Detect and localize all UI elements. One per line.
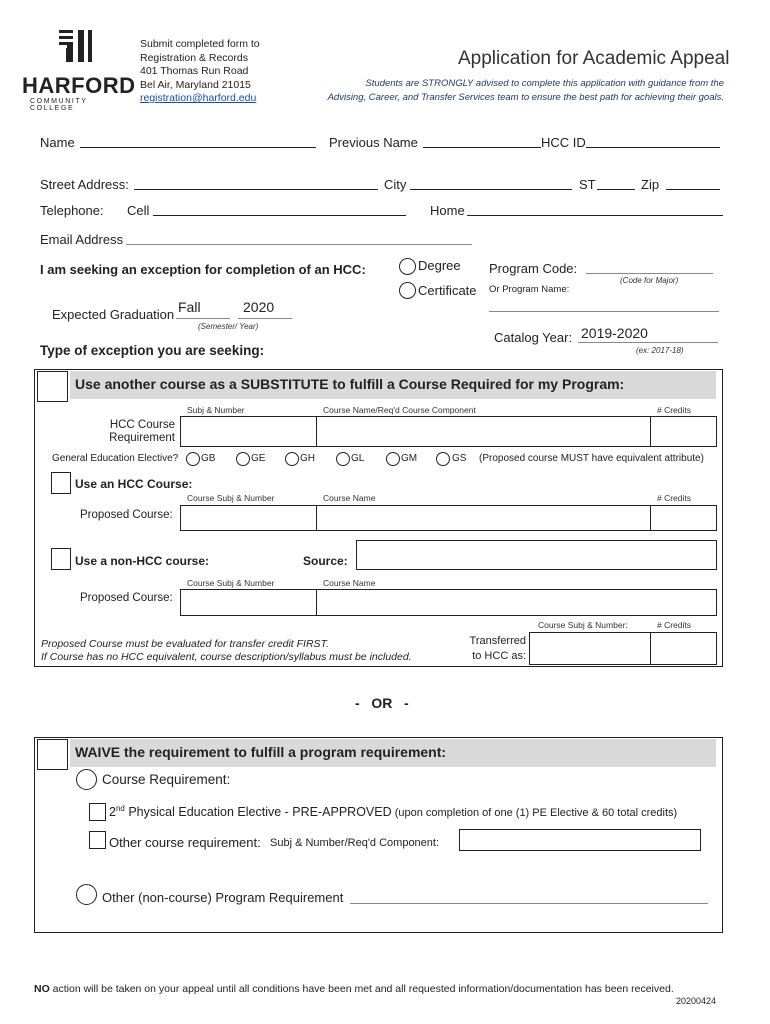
course-requirement-radio[interactable] (76, 769, 97, 790)
pe-elective-note: (upon completion of one (1) PE Elective & 60 total credits) (391, 807, 678, 820)
previous-name-field[interactable] (423, 147, 541, 148)
use-hcc-checkbox[interactable] (51, 472, 71, 494)
transferred-subj-input[interactable] (529, 632, 652, 665)
non-hcc-proposed-name-input[interactable] (316, 589, 717, 616)
hcc-id-field[interactable] (586, 147, 720, 148)
home-label: Home (430, 203, 465, 218)
zip-label: Zip (641, 177, 660, 192)
gen-ed-gb-label: GB (201, 453, 216, 464)
col-subj-header: Subj & Number (187, 405, 245, 415)
logo-text: HARFORD (22, 73, 136, 98)
advice-line-2: Advising, Career, and Transfer Services team to ensure the best path for achieving their goals. (327, 92, 724, 103)
col-credits-header: # Credits (657, 405, 692, 415)
gen-ed-gm-label: GM (401, 453, 418, 464)
grad-semester-value[interactable]: Fall (178, 299, 201, 315)
waive-heading: WAIVE the requirement to fulfill a program requirement: (75, 744, 447, 760)
other-program-label: Other (non-course) Program Requirement (102, 890, 344, 905)
gen-ed-gh-label: GH (300, 453, 315, 464)
college-logo (22, 28, 136, 112)
email-label: Email Address (40, 232, 124, 247)
hcc-course-subj-input[interactable] (180, 416, 318, 447)
hcc-course-name-input[interactable] (316, 416, 652, 447)
pe-elective-suffix: nd (115, 804, 125, 813)
source-input[interactable] (356, 540, 717, 570)
submit-address (140, 38, 260, 106)
hcc-proposed-credits-input[interactable] (650, 505, 717, 531)
hcc-col-name-header: Course Name (323, 493, 376, 503)
other-component-label: Subj & Number/Req'd Component: (270, 837, 440, 849)
state-label: ST (579, 177, 596, 192)
code-for-major-hint: (Code for Major) (620, 276, 679, 285)
non-hcc-col-subj-header: Course Subj & Number (187, 578, 275, 588)
transferred-label (460, 634, 526, 664)
substitute-heading: Use another course as a SUBSTITUTE to fulfill a Course Required for my Program: (75, 376, 625, 392)
course-requirement-label: Course Requirement: (102, 772, 231, 787)
hcc-proposed-name-input[interactable] (316, 505, 652, 531)
gen-ed-gh-radio[interactable] (285, 452, 299, 466)
gen-ed-gl-label: GL (351, 453, 365, 464)
name-field[interactable] (80, 147, 316, 148)
street-field[interactable] (134, 189, 378, 190)
transferred-label-line: to HCC as: (472, 650, 526, 662)
substitute-checkbox[interactable] (37, 371, 68, 402)
program-code-field[interactable] (586, 273, 713, 274)
hcc-course-label (90, 419, 175, 445)
previous-name-label: Previous Name (329, 135, 418, 150)
use-hcc-label: Use an HCC Course: (75, 477, 193, 491)
transferred-label-line: Transferred (469, 635, 526, 647)
telephone-label: Telephone: (40, 203, 104, 218)
non-hcc-proposed-label: Proposed Course: (80, 592, 173, 604)
semester-year-hint: (Semester/ Year) (198, 322, 259, 331)
use-non-hcc-label: Use a non-HCC course: (75, 554, 210, 568)
gen-ed-ge-label: GE (251, 453, 266, 464)
certificate-label: Certificate (418, 283, 477, 298)
waive-checkbox[interactable] (37, 739, 68, 770)
hcc-proposed-label: Proposed Course: (80, 509, 173, 521)
other-program-radio[interactable] (76, 884, 97, 905)
grad-semester-field[interactable] (176, 318, 230, 319)
submit-line: 401 Thomas Run Road (140, 65, 249, 77)
grad-year-value[interactable]: 2020 (243, 299, 275, 315)
type-exception-label: Type of exception you are seeking: (40, 343, 265, 358)
hcc-col-subj-header: Course Subj & Number (187, 493, 275, 503)
home-field[interactable] (467, 215, 723, 216)
submit-line: Registration & Records (140, 51, 248, 64)
footer-text: action will be taken on your appeal until all conditions have been met and all requested information/documentation has been received. (49, 983, 674, 995)
email-field[interactable] (126, 244, 472, 245)
street-label: Street Address: (40, 177, 129, 192)
catalog-example-hint: (ex: 2017-18) (636, 346, 684, 355)
gen-ed-gs-radio[interactable] (436, 452, 450, 466)
grad-year-field[interactable] (238, 318, 292, 319)
footer-note (34, 983, 674, 995)
hcc-course-label-line: Requirement (109, 432, 175, 444)
submit-line: Submit completed form to (140, 38, 260, 50)
non-hcc-col-name-header: Course Name (323, 578, 376, 588)
other-program-field[interactable] (350, 903, 708, 904)
other-course-label: Other course requirement: (109, 835, 261, 850)
program-code-label: Program Code: (489, 261, 578, 276)
logo-mark-icon (22, 28, 132, 73)
transfer-note-2: If Course has no HCC equivalent, course description/syllabus must be included. (41, 651, 412, 663)
hcc-course-credits-input[interactable] (650, 416, 717, 447)
gen-ed-label: General Education Elective? (52, 453, 179, 464)
use-non-hcc-checkbox[interactable] (51, 548, 71, 570)
gen-ed-ge-radio[interactable] (236, 452, 250, 466)
degree-radio[interactable] (399, 258, 416, 275)
expected-grad-label: Expected Graduation (52, 307, 175, 322)
gen-ed-gl-radio[interactable] (336, 452, 350, 466)
degree-label: Degree (418, 258, 461, 273)
program-name-label: Or Program Name: (489, 284, 570, 295)
submit-line: Bel Air, Maryland 21015 (140, 78, 251, 91)
transferred-credits-input[interactable] (650, 632, 717, 665)
or-divider: - OR - (355, 695, 409, 711)
hcc-col-credits-header: # Credits (657, 493, 692, 503)
form-code: 20200424 (676, 996, 717, 1006)
hcc-course-label-line: HCC Course (109, 419, 175, 431)
pe-elective-number: 2 (109, 805, 116, 820)
cell-field[interactable] (153, 215, 406, 216)
advice-line-1: Students are STRONGLY advised to complete this application with guidance from the (365, 78, 724, 89)
certificate-radio[interactable] (399, 282, 416, 299)
pe-elective-label (109, 804, 677, 819)
pe-elective-text: Physical Education Elective - PRE-APPROVED (124, 805, 392, 820)
catalog-year-value[interactable]: 2019-2020 (581, 325, 648, 341)
catalog-year-label: Catalog Year: (494, 330, 573, 345)
col-name-header: Course Name/Req'd Course Component (323, 405, 476, 415)
hcc-id-label: HCC ID (541, 135, 586, 150)
footer-no: NO (34, 983, 50, 995)
page-title: Application for Academic Appeal (458, 48, 730, 69)
hcc-proposed-subj-input[interactable] (180, 505, 318, 531)
cell-label: Cell (127, 203, 150, 218)
transfer-col-credits-header: # Credits (657, 620, 692, 630)
program-name-field[interactable] (489, 311, 719, 312)
catalog-year-field[interactable] (578, 342, 718, 343)
city-field[interactable] (410, 189, 572, 190)
gen-ed-gb-radio[interactable] (186, 452, 200, 466)
name-label: Name (40, 135, 75, 150)
gen-ed-gm-radio[interactable] (386, 452, 400, 466)
state-field[interactable] (597, 189, 635, 190)
other-component-input[interactable] (459, 829, 701, 851)
pe-elective-checkbox[interactable] (89, 803, 106, 821)
city-label: City (384, 177, 407, 192)
seeking-label: I am seeking an exception for completion of an HCC: (40, 262, 366, 277)
logo-subtext: COMMUNITY COLLEGE (30, 98, 88, 112)
gen-ed-note: (Proposed course MUST have equivalent attribute) (479, 453, 704, 464)
non-hcc-proposed-subj-input[interactable] (180, 589, 318, 616)
email-link[interactable]: registration@harford.edu (140, 92, 257, 104)
other-course-checkbox[interactable] (89, 831, 106, 849)
zip-field[interactable] (666, 189, 720, 190)
transfer-note-1: Proposed Course must be evaluated for transfer credit FIRST. (41, 638, 329, 650)
gen-ed-gs-label: GS (452, 453, 467, 464)
transfer-col-subj-header: Course Subj & Number: (538, 620, 628, 630)
source-label: Source: (303, 554, 348, 568)
